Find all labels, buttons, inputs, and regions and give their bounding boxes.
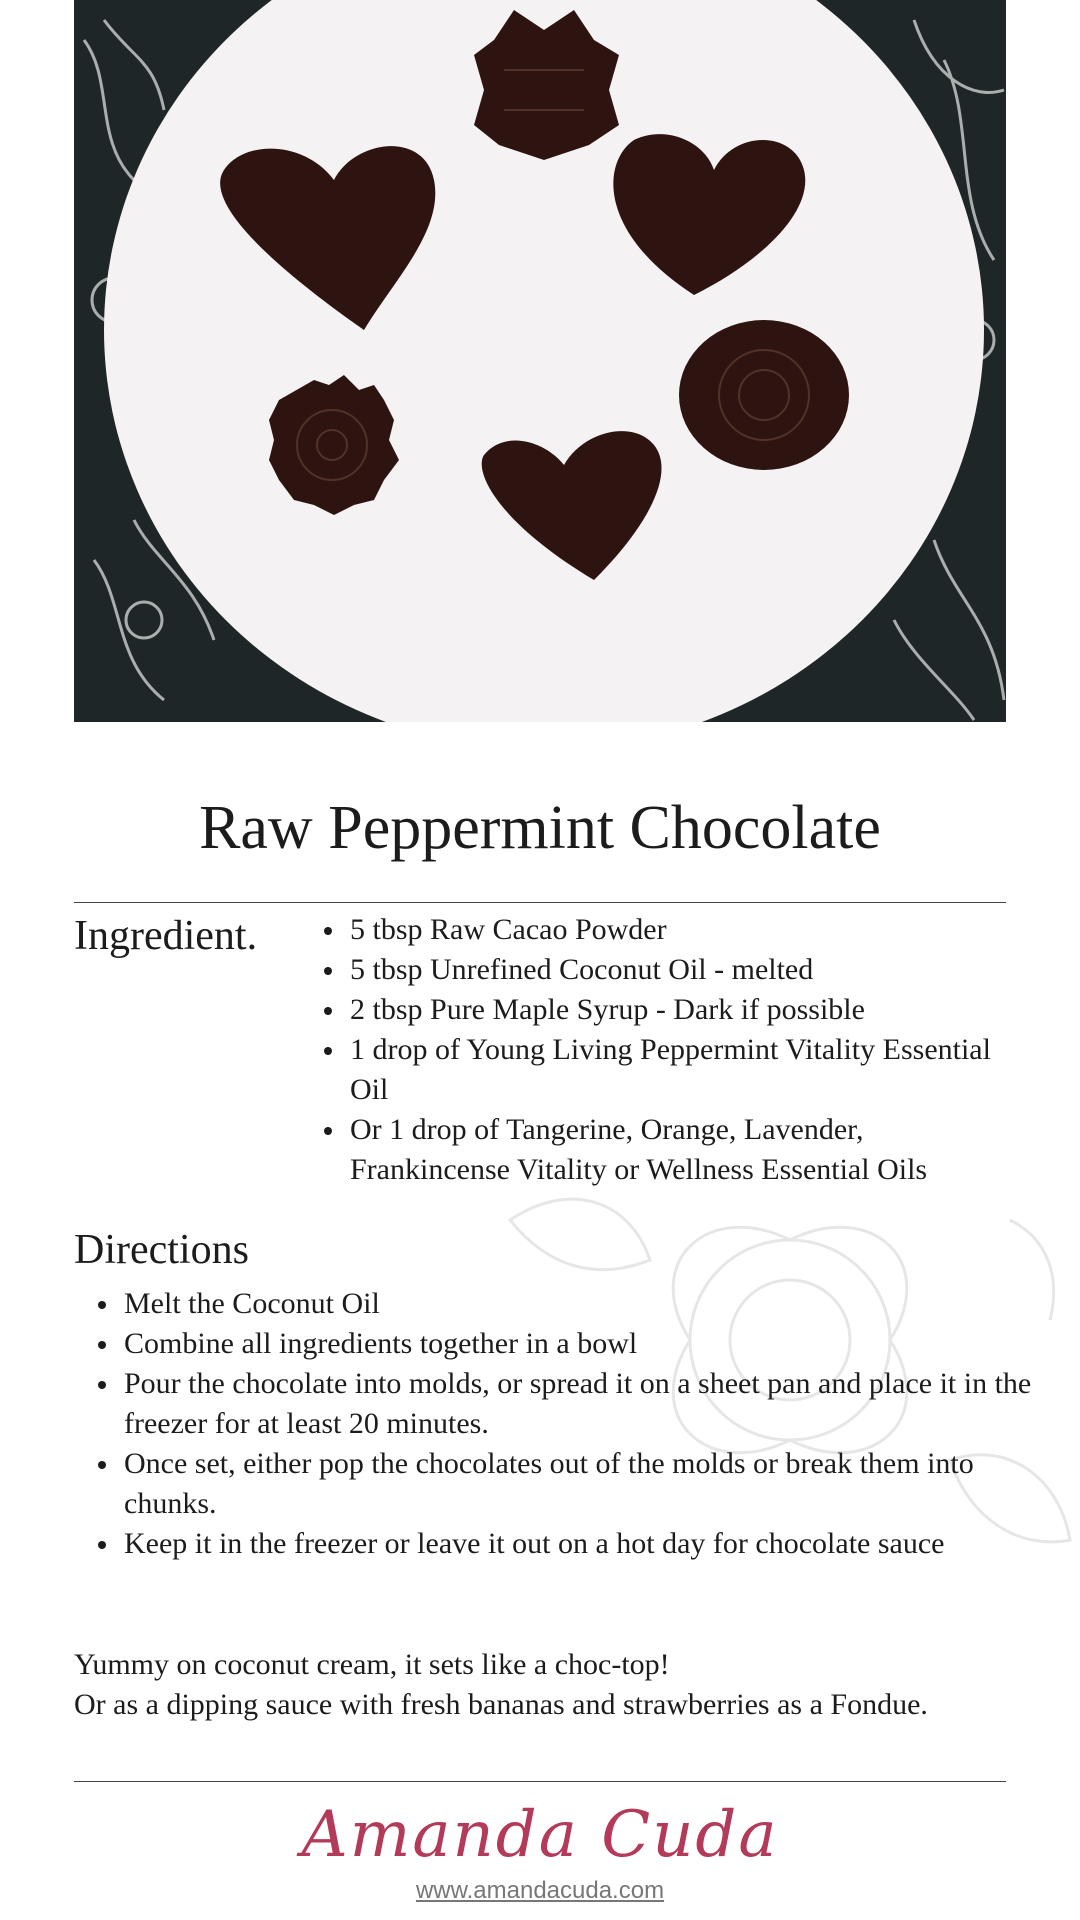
ingredient-item: Or 1 drop of Tangerine, Orange, Lavender, Frankincense Vitality or Wellness Essential Oils [350, 1110, 1010, 1190]
direction-step: Once set, either pop the chocolates out of the molds or break them into chunks. [124, 1444, 1044, 1524]
serving-note: Yummy on coconut cream, it sets like a choc-top! [74, 1648, 670, 1681]
ingredient-item: 1 drop of Young Living Peppermint Vitality Essential Oil [350, 1030, 1010, 1110]
divider-top [74, 902, 1006, 903]
directions-heading: Directions [74, 1227, 249, 1273]
direction-step: Keep it in the freezer or leave it out on a hot day for chocolate sauce [124, 1524, 1044, 1564]
ingredient-item: 5 tbsp Unrefined Coconut Oil - melted [350, 950, 1010, 990]
hero-photo [74, 0, 1006, 722]
ingredient-item: 5 tbsp Raw Cacao Powder [350, 910, 1010, 950]
serving-note: Or as a dipping sauce with fresh bananas and strawberries as a Fondue. [74, 1688, 928, 1721]
website-link[interactable]: www.amandacuda.com [415, 1877, 665, 1904]
divider-bottom [74, 1781, 1006, 1782]
directions-list [124, 1284, 1044, 1564]
direction-step: Combine all ingredients together in a bowl [124, 1324, 1044, 1364]
ingredients-list [350, 910, 1010, 1190]
ingredients-heading: Ingredient. [74, 913, 258, 959]
chocolates-on-plate-image [74, 0, 1006, 722]
author-signature: Amanda Cuda [301, 1798, 779, 1872]
ingredient-item: 2 tbsp Pure Maple Syrup - Dark if possible [350, 990, 1010, 1030]
serving-notes [74, 1645, 1014, 1725]
direction-step: Melt the Coconut Oil [124, 1284, 1044, 1324]
direction-step: Pour the chocolate into molds, or spread it on a sheet pan and place it in the freezer for at least 20 minutes. [124, 1364, 1044, 1444]
recipe-title: Raw Peppermint Chocolate [199, 794, 881, 862]
